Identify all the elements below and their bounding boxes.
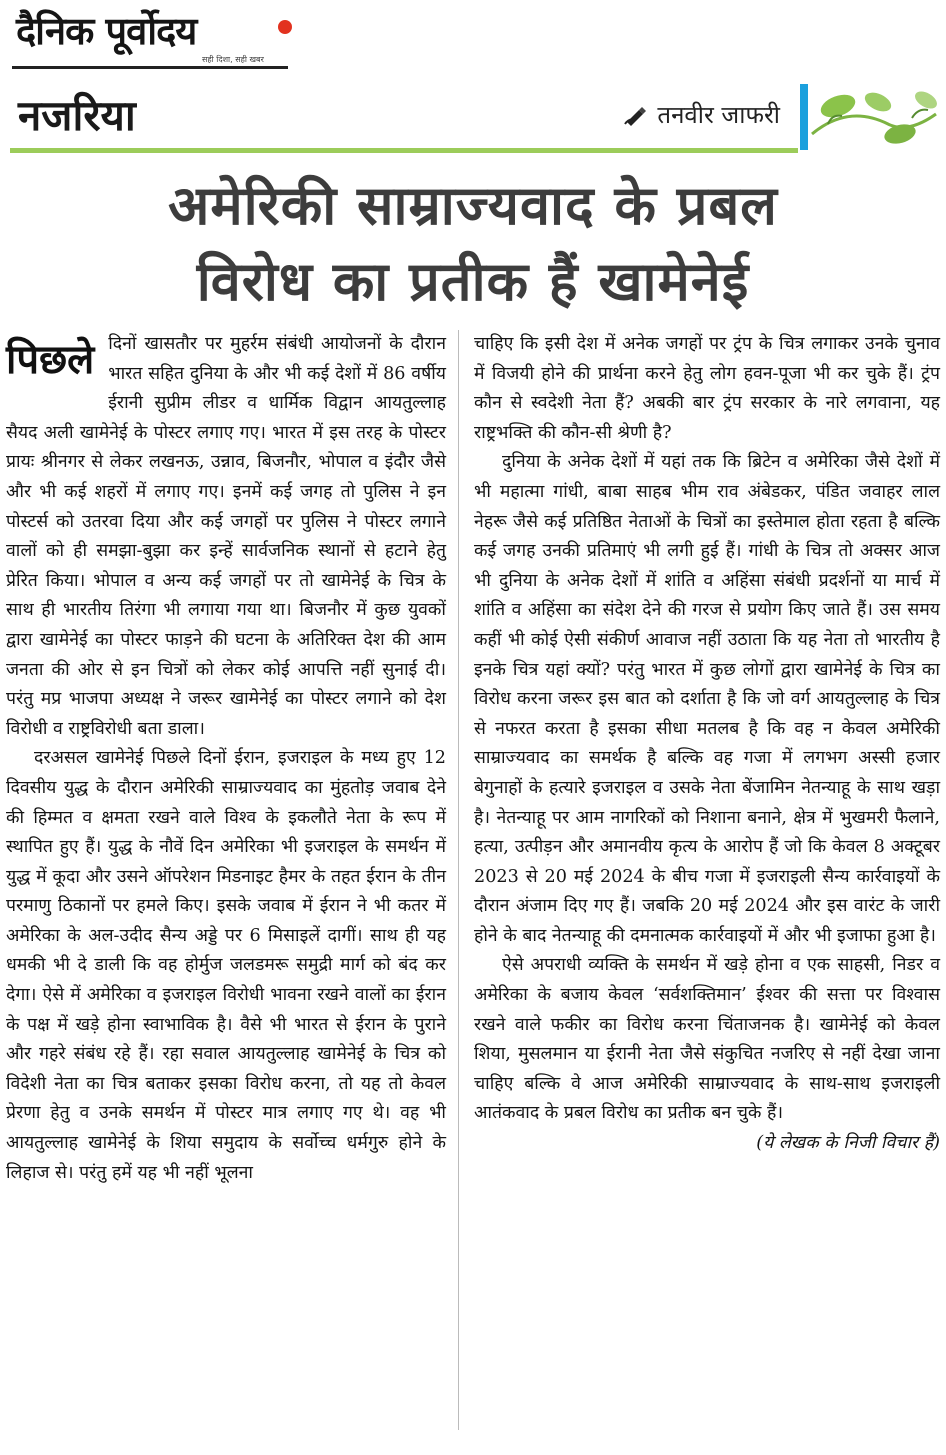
author-name: तनवीर जाफरी (657, 101, 780, 129)
logo-tagline: सही दिशा, सही खबर (202, 55, 264, 64)
article-column-right (474, 330, 940, 1159)
paragraph-1-text: दिनों खासतौर पर मुहर्रम संबंधी आयोजनों के दौरान भारत सहित दुनिया के और भी कई देशों में 86 वर्षीय ईरानी सुप्रीम लीडर व धार्मिक विद्वान आयतुल्लाह सैयद अली खामेनेई के पोस्टर लगाए गए। भारत में इस तरह के पोस्टर प्रायः श्रीनगर से लेकर लखनऊ, उन्नाव, बिजनौर, भोपाल व इंदौर जैसे और भी कई शहरों में लगाए गए। इनमें कई जगह तो पुलिस ने इन पोस्टर्स को उतरवा दिया और कई जगहों पर पुलिस ने पोस्टर लगाने वालों को ही समझा-बुझा कर इन्हें सार्वजनिक स्थानों से हटाने हेतु प्रेरित किया। भोपाल व अन्य कई जगहों पर तो खामेनेई के चित्र के साथ ही भारतीय तिरंगा भी लगाया गया था। बिजनौर में कुछ युवकों द्वारा खामेनेई का पोस्टर फाड़ने की घटना के अतिरिक्त देश की आम जनता की ओर से इन चित्रों को लेकर कोई आपत्ति नहीं सुनाई दी। परंतु मप्र भाजपा अध्यक्ष ने जरूर खामेनेई का पोस्टर लगाने को देश विरोधी व राष्ट्रविरोधी बता डाला। (6, 334, 446, 739)
paragraph-5: ऐसे अपराधी व्यक्ति के समर्थन में खड़े होना व एक साहसी, निडर व अमेरिका के बजाय केवल ‘सर्वशक्तिमान’ ईश्वर की सत्ता पर विश्वास रखने वाले फकीर का विरोध करना चिंताजनक है। खामेनेई को केवल शिया, मुसलमान या ईरानी नेता जैसे संकुचित नजरिए से नहीं देखा जाना चाहिए बल्कि वे आज अमेरिकी साम्राज्यवाद के साथ-साथ इजराइली आतंकवाद के प्रबल विरोध का प्रतीक बन चुके हैं। (474, 955, 940, 1124)
paragraph-3: चाहिए कि इसी देश में अनेक जगहों पर ट्रंप के चित्र लगाकर उनके चुनाव में विजयी होने की प्रार्थना करने हेतु लोग हवन-पूजा भी कर चुके हैं। ट्रंप कौन से स्वदेशी नेता हैं? अबकी बार ट्रंप सरकार के नारे लगवाना, यह राष्ट्रभक्ति की कौन-सी श्रेणी है? (474, 334, 940, 443)
newspaper-logo: दैनिक पूर्वोदय (16, 8, 197, 53)
pen-icon (623, 102, 649, 128)
accent-stripe (800, 84, 808, 150)
byline (623, 98, 780, 132)
logo-rule (12, 66, 288, 69)
headline-line-1: अमेरिकी साम्राज्यवाद के प्रबल (168, 174, 778, 237)
leaf-decoration-icon (808, 84, 940, 150)
paragraph-1 (6, 330, 446, 744)
logo-dot-icon (278, 20, 292, 34)
masthead (12, 6, 292, 74)
headline-line-2: विरोध का प्रतीक हैं खामेनेई (196, 250, 750, 313)
headline (20, 168, 926, 320)
section-label: नजरिया (18, 91, 136, 140)
section-bar (10, 86, 798, 153)
article-column-left (6, 330, 446, 1188)
column-divider (458, 330, 459, 1430)
author-disclaimer: (ये लेखक के निजी विचार हैं) (756, 1133, 940, 1154)
paragraph-2: दरअसल खामेनेई पिछले दिनों ईरान, इजराइल के मध्य हुए 12 दिवसीय युद्ध के दौरान अमेरिकी साम्राज्यवाद का मुंहतोड़ जवाब देने की हिम्मत व क्षमता रखने वाले विश्व के इकलौते नेता के रूप में स्थापित हुए हैं। युद्ध के नौवें दिन अमेरिका भी इजराइल के समर्थन में युद्ध में कूदा और उसने ऑपरेशन मिडनाइट हैमर के तहत ईरान के तीन परमाणु ठिकानों पर हमले किए। इसके जवाब में ईरान ने भी कतर में अमेरिका के अल-उदीद सैन्य अड्डे पर 6 मिसाइलें दागीं। साथ ही यह धमकी भी दे डाली कि वह होर्मुज जलडमरू समुद्री मार्ग को बंद कर देगा। ऐसे में अमेरिका व इजराइल विरोधी भावना रखने वालों का ईरान के पक्ष में खड़े होना स्वाभाविक है। वैसे भी भारत से ईरान के पुराने और गहरे संबंध रहे हैं। रहा सवाल आयतुल्लाह खामेनेई के चित्र को विदेशी नेता का चित्र बताकर इसका विरोध करना, तो यह तो केवल प्रेरणा हेतु व उनके समर्थन में पोस्टर मात्र लगाए गए थे। वह भी आयतुल्लाह खामेनेई के शिया समुदाय के सर्वोच्च धर्मगुरु होने के लिहाज से। परंतु हमें यह भी नहीं भूलना (6, 748, 446, 1183)
drop-cap: पिछले (6, 337, 95, 383)
paragraph-4: दुनिया के अनेक देशों में यहां तक कि ब्रिटेन व अमेरिका जैसे देशों में भी महात्मा गांधी, बाबा साहब भीम राव अंबेडकर, पंडित जवाहर लाल नेहरू जैसे कई प्रतिष्ठित नेताओं के चित्रों का इस्तेमाल होता रहता है बल्कि कई जगह उनकी प्रतिमाएं भी लगी हुई हैं। गांधी के चित्र तो अक्सर आज भी दुनिया के अनेक देशों में शांति व अहिंसा संबंधी प्रदर्शनों या मार्च में शांति व अहिंसा का संदेश देने की गरज से प्रयोग किए जाते हैं। उस समय कहीं भी कोई ऐसी संकीर्ण आवाज नहीं उठाता कि यह नेता तो भारतीय है इनके चित्र यहां क्यों? परंतु भारत में कुछ लोगों द्वारा खामेनेई के चित्र का विरोध करना जरूर इस बात को दर्शाता है कि जो वर्ग आयतुल्लाह के चित्र से नफरत करता है इसका सीधा मतलब है कि वह न केवल अमेरिकी साम्राज्यवाद का समर्थक है बल्कि वह गजा में लगभग अस्सी हजार बेगुनाहों के हत्यारे इजराइल व उसके नेता बेंजामिन नेतन्याहू के साथ खड़ा है। नेतन्याहू पर आम नागरिकों को निशाना बनाने, क्षेत्र में भुखमरी फैलाने, हत्या, उत्पीड़न और अमानवीय कृत्य के आरोप हैं जो कि केवल 8 अक्टूबर 2023 से 20 मई 2024 के बीच गजा में इजराइली सैन्य कार्रवाइयों के दौरान अंजाम दिए गए हैं। जबकि 20 मई 2024 और इस वारंट के जारी होने के बाद नेतन्याहू की दमनात्मक कार्रवाइयों में और भी इजाफा हुआ है। (474, 452, 940, 946)
